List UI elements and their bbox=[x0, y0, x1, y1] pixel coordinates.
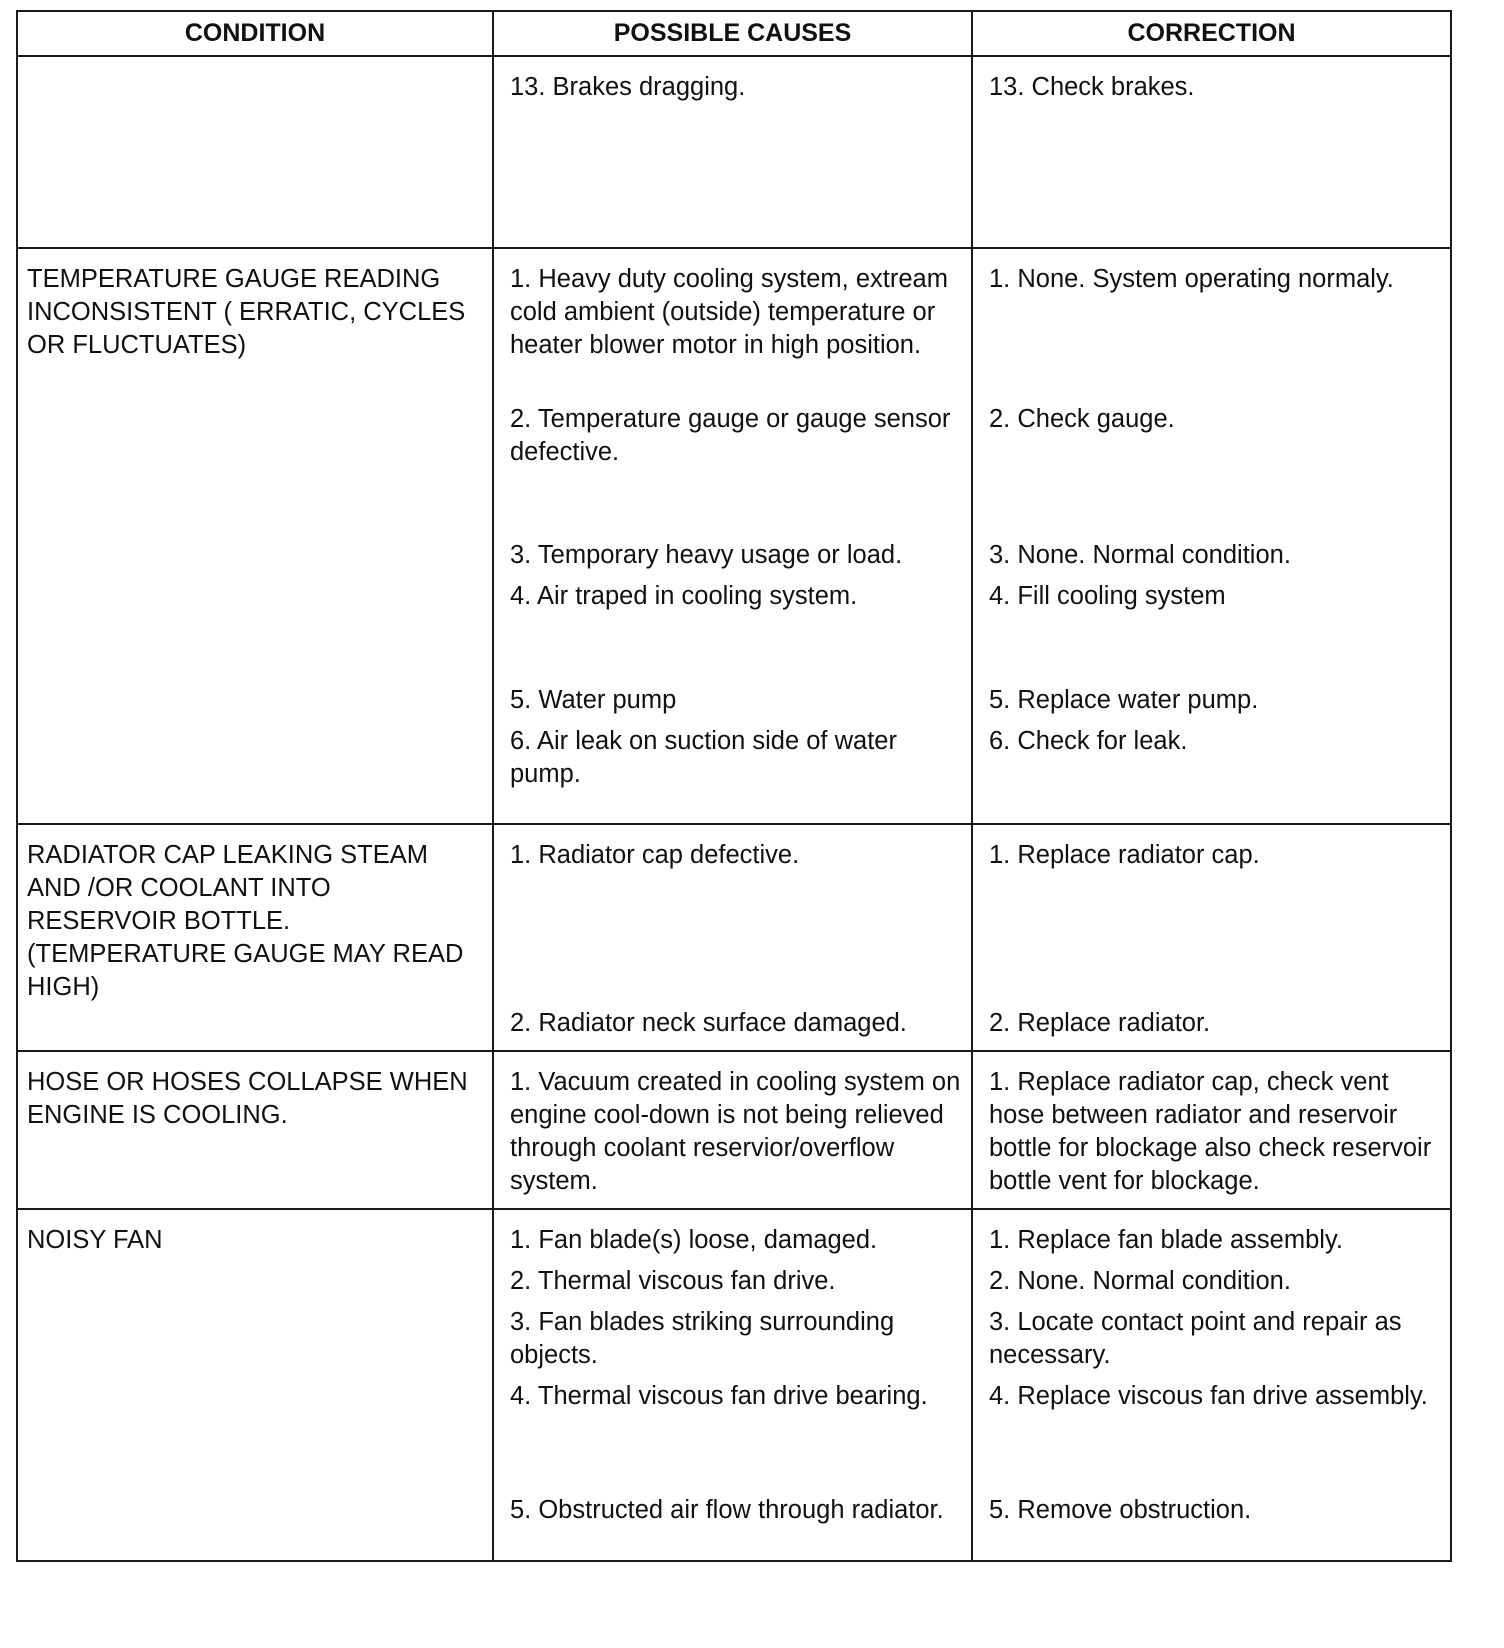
diagnosis-table bbox=[16, 10, 1450, 1562]
corrections-cell bbox=[972, 248, 1451, 824]
correction-item: 1. None. System operating normaly. bbox=[989, 265, 1394, 293]
table-row bbox=[17, 1051, 1451, 1209]
correction-item: 1. Replace radiator cap. bbox=[989, 841, 1260, 869]
table-row bbox=[17, 248, 1451, 824]
causes-cell bbox=[493, 248, 972, 824]
cause-item: 4. Air traped in cooling system. bbox=[510, 582, 858, 610]
correction-item: 4. Fill cooling system bbox=[989, 582, 1226, 610]
corrections-cell bbox=[972, 56, 1451, 248]
correction-item: 4. Replace viscous fan drive assembly. bbox=[989, 1382, 1428, 1410]
corrections-cell bbox=[972, 1209, 1451, 1561]
condition-cell: HOSE OR HOSES COLLAPSE WHEN ENGINE IS COOLING. bbox=[17, 1051, 493, 1209]
causes-cell bbox=[493, 1209, 972, 1561]
correction-item: 2. Replace radiator. bbox=[989, 1009, 1211, 1037]
header-condition: CONDITION bbox=[17, 11, 493, 56]
correction-item: 2. Check gauge. bbox=[989, 405, 1175, 433]
causes-cell bbox=[493, 1051, 972, 1209]
table-row bbox=[17, 824, 1451, 1051]
cause-item: 1. Vacuum created in cooling system on engine cool-down is not being relieved through coolant reservior/overflow system. bbox=[510, 1068, 961, 1195]
cause-item: 1. Radiator cap defective. bbox=[510, 841, 800, 869]
causes-cell bbox=[493, 824, 972, 1051]
correction-item: 1. Replace radiator cap, check vent hose between radiator and reservoir bottle for blockage also check reservoir bottle vent for blockage. bbox=[989, 1068, 1432, 1195]
cause-item: 6. Air leak on suction side of water pump. bbox=[510, 727, 897, 788]
correction-item: 1. Replace fan blade assembly. bbox=[989, 1226, 1343, 1254]
cause-item: 13. Brakes dragging. bbox=[510, 73, 746, 101]
condition-cell: NOISY FAN bbox=[17, 1209, 493, 1561]
table-row bbox=[17, 56, 1451, 248]
cause-item: 5. Obstructed air flow through radiator. bbox=[510, 1496, 944, 1524]
cause-item: 3. Fan blades striking surrounding objects. bbox=[510, 1308, 895, 1369]
causes-cell bbox=[493, 56, 972, 248]
correction-item: 5. Replace water pump. bbox=[989, 686, 1259, 714]
condition-cell: RADIATOR CAP LEAKING STEAM AND /OR COOLANT INTO RESERVOIR BOTTLE. (TEMPERATURE GAUGE MAY READ HIGH) bbox=[17, 824, 493, 1051]
corrections-cell bbox=[972, 824, 1451, 1051]
correction-item: 3. None. Normal condition. bbox=[989, 541, 1291, 569]
header-correction: CORRECTION bbox=[972, 11, 1451, 56]
header-row bbox=[17, 11, 1451, 56]
corrections-cell bbox=[972, 1051, 1451, 1209]
cause-item: 3. Temporary heavy usage or load. bbox=[510, 541, 903, 569]
diagnosis-grid bbox=[16, 10, 1452, 1562]
cause-item: 1. Heavy duty cooling system, extream cold ambient (outside) temperature or heater blower motor in high position. bbox=[510, 265, 948, 359]
correction-item: 3. Locate contact point and repair as necessary. bbox=[989, 1308, 1402, 1369]
correction-item: 2. None. Normal condition. bbox=[989, 1267, 1291, 1295]
condition-cell bbox=[17, 56, 493, 248]
correction-item: 13. Check brakes. bbox=[989, 73, 1195, 101]
table-row bbox=[17, 1209, 1451, 1561]
cause-item: 2. Radiator neck surface damaged. bbox=[510, 1009, 907, 1037]
condition-cell: TEMPERATURE GAUGE READING INCONSISTENT ( ERRATIC, CYCLES OR FLUCTUATES) bbox=[17, 248, 493, 824]
cause-item: 1. Fan blade(s) loose, damaged. bbox=[510, 1226, 878, 1254]
header-possible-causes: POSSIBLE CAUSES bbox=[493, 11, 972, 56]
cause-item: 4. Thermal viscous fan drive bearing. bbox=[510, 1382, 928, 1410]
cause-item: 2. Temperature gauge or gauge sensor defective. bbox=[510, 405, 951, 466]
cause-item: 5. Water pump bbox=[510, 686, 677, 714]
correction-item: 5. Remove obstruction. bbox=[989, 1496, 1252, 1524]
cause-item: 2. Thermal viscous fan drive. bbox=[510, 1267, 836, 1295]
correction-item: 6. Check for leak. bbox=[989, 727, 1188, 755]
